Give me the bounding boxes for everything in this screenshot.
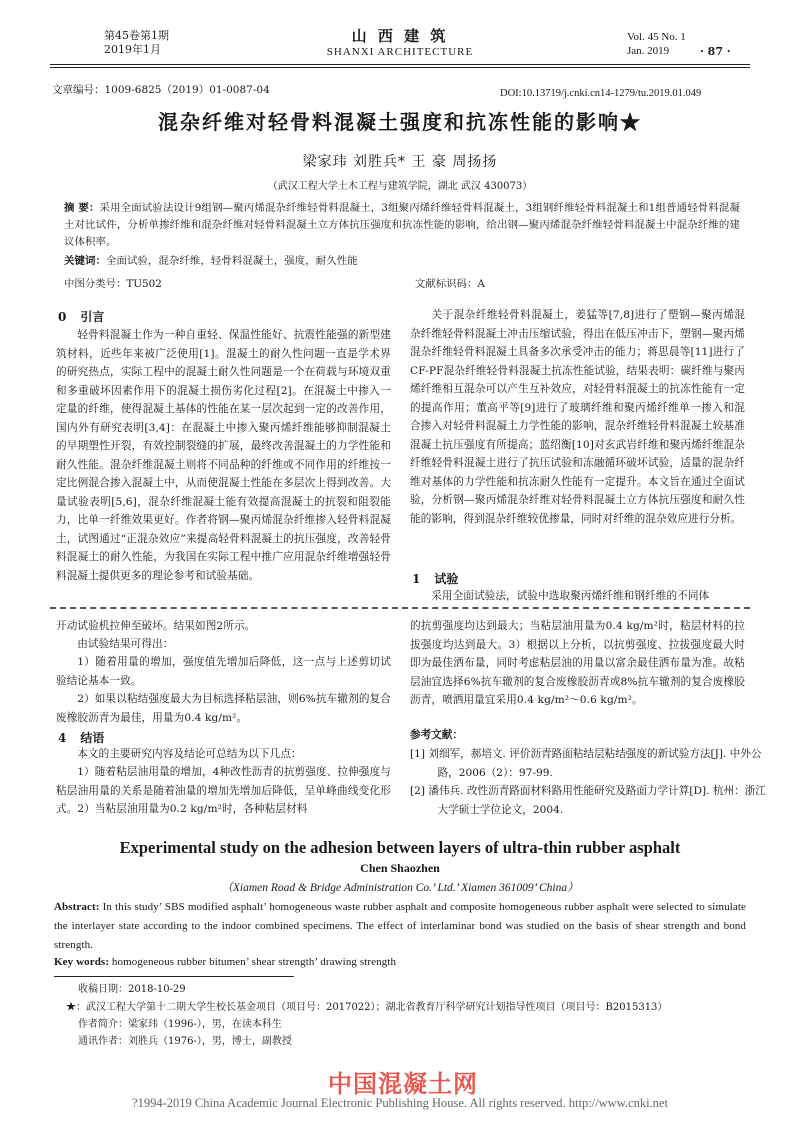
abstract-text: 采用全面试验法设计9组钢—聚丙烯混杂纤维轻骨料混凝土，3组聚丙烯纤维轻骨料混凝土，3组钢纤维轻骨料混凝土和1组普通轻骨料混凝土对比试件，分析单掺纤维和混杂纤维对轻骨料混凝土立方体抗压强度和抗冻性能的影响，给出钢—聚丙烯混杂纤维轻骨料混凝土中混杂纤维的建议体积率。 [64, 202, 740, 248]
watermark-logo: 中国混凝土网 [328, 1070, 478, 1098]
intro-paragraph-2-text: 关于混杂纤维轻骨料混凝土，姜猛等[7,8]进行了塑钢—聚丙烯混杂纤维轻骨料混凝土冲击压缩试验，得出在低压冲击下，塑钢—聚丙烯混杂纤维轻骨料混凝土具备多次承受冲击的能力；蒋思晨等[11]进行了CF-PF混杂纤维轻骨料混凝土抗冻性能试验，结果表明：碳纤维与聚丙烯纤维相互混杂可以产生互补效应，对轻骨料混凝土的抗冻性能有一定的提高作用；董高平等[9]进行了玻璃纤维和聚丙烯纤维单一掺入和混合掺入对轻骨料混凝土力学性能的影响，混杂纤维轻骨料混凝土较基准混凝土抗压强度有所提高；蓝绍衡[10]对玄武岩纤维和聚丙烯纤维混杂纤维轻骨料混凝土进行了抗压试验和冻融循环破坏试验，适量的混杂纤维对基体的力学性能和抗冻耐久性能有一定提升。本文旨在通过全面试验，分析钢—聚丙烯混杂纤维对轻骨料混凝土立方体抗压强度和耐久性能的影响，得到混杂纤维较优掺量，同时对纤维的混杂效应进行分析。 [410, 309, 745, 525]
english-abstract-label: Abstract: [54, 901, 100, 913]
footnote-rule [54, 976, 294, 977]
keywords [64, 253, 740, 270]
conclusion-points-text: 1）随着粘层油用量的增加，4种改性沥青的抗剪强度、拉伸强度与粘层油用量的关系是随着油量的增加先增加后降低，呈单峰曲线变化形式。2）当粘层油用量为0.2 kg/m²时，各种粘层材料 [56, 766, 391, 815]
english-affiliation: （Xiamen Road & Bridge Administration Co.’ Ltd.’ Xiamen 361009’ China） [221, 882, 579, 894]
lower-paragraph-d-text: 2）如果以粘结强度最大为目标选择粘层油，则6%抗车辙剂的复合废橡胶沥青为最佳，用量为0.4 kg/m²。 [56, 693, 391, 724]
section-4-number: 4 [58, 731, 67, 745]
volume-en-line2: Jan. 2019 [627, 45, 670, 57]
section-4-heading [58, 729, 104, 746]
english-title: Experimental study on the adhesion between layers of ultra-thin rubber asphalt [119, 838, 681, 857]
lower-paragraph-c-text: 1）随着用量的增加，强度值先增加后降低，这一点与上述剪切试验结论基本一致。 [56, 656, 391, 687]
section-0-title: 引言 [80, 310, 105, 324]
english-keywords-text: homogeneous rubber bitumen’ shear strength’ drawing strength [109, 956, 397, 968]
section-1-number: 1 [412, 572, 421, 586]
section-1-title: 试验 [434, 572, 459, 586]
journal-name-cn: 山 西 建 筑 [351, 27, 449, 45]
english-abstract [54, 898, 746, 955]
lower-paragraph-b [56, 635, 391, 654]
abstract [64, 200, 740, 251]
section-0-heading [58, 308, 104, 325]
lower-paragraph-c [56, 653, 391, 690]
section-1-paragraph [410, 587, 745, 606]
intro-paragraph-1 [56, 326, 391, 585]
header-rule-top [50, 64, 750, 65]
header-rule-bottom [50, 67, 750, 68]
document-code: 文献标识码：A [415, 278, 485, 290]
english-abstract-text: In this study’ SBS modified asphalt’ homogeneous waste rubber asphalt and composite homogeneous rubber asphalt were selected to simulate the interlayer state according to the indoor combined specimens. The effect of interlaminar bond was studied on the basis of shear strength and bond strength. [54, 901, 746, 951]
lower-paragraph-a: 开动试验机拉伸至破坏。结果如图2所示。 [56, 620, 256, 632]
references-heading: 参考文献： [410, 729, 463, 741]
reference-2: [2] 潘伟兵. 改性沥青路面材料路用性能研究及路面力学计算[D]. 杭州：浙江大学硕士学位论文，2004. [410, 785, 766, 816]
english-keywords [54, 953, 746, 972]
keywords-text: 全面试验，混杂纤维，轻骨料混凝土，强度，耐久性能 [105, 255, 358, 267]
journal-name-en: SHANXI ARCHITECTURE [326, 46, 474, 58]
english-author: Chen Shaozhen [360, 861, 440, 875]
section-0-number: 0 [58, 310, 67, 324]
fund-note: ★：武汉工程大学第十二期大学生校长基金项目（项目号：2017022）；湖北省教育厅科学研究计划指导性项目（项目号：B2015313） [66, 1002, 668, 1013]
english-keywords-label: Key words: [54, 956, 110, 968]
section-1-heading [412, 570, 458, 587]
article-number: 文章编号：1009-6825（2019）01-0087-04 [52, 84, 270, 96]
conclusion-points [56, 763, 391, 819]
intro-paragraph-1-text: 轻骨料混凝土作为一种自重轻、保温性能好、抗震性能强的新型建筑材料，近些年来被广泛使用[1]。混凝土的耐久性问题一直是学术界的研究热点，实际工程中的混凝土耐久性问题是一个在荷载与环境双重和多重破坏因素作用下的混凝土损伤劣化过程[2]。在混凝土中掺入一定量的纤维，使得混凝土基体的性能在某一层次起到一定的改善作用，国内外有研究表明[3,4]：在混凝土中掺入聚丙烯纤维能够抑制混凝土的早期塑性开裂，有效控制裂缝的扩展，最终改善混凝土的力学性能和耐久性能。混杂纤维混凝土则将不同品种的纤维或不同作用的纤维按一定比例混合掺入混凝土中，从而使混凝土性能在多层次上得到改善。大量试验表明[5,6]，混杂纤维混凝土能有效提高混凝土的抗裂和阻裂能力，比单一纤维效果更好。作者将钢—聚丙烯混杂纤维掺入轻骨料混凝土，试图通过“正混杂效应”来提高轻骨料混凝土的抗压强度，改善轻骨料混凝土的耐久性能，为我国在实际工程中推广应用混杂纤维增强轻骨料混凝土提供更多的理论参考和试验基础。 [56, 329, 391, 582]
section-1-paragraph-text: 采用全面试验法，试验中选取聚丙烯纤维和钢纤维的不同体 [431, 590, 710, 602]
copyright-line: ?1994-2019 China Academic Journal Electronic Publishing House. All rights reserved. http://www.cnki.net [132, 1096, 668, 1110]
paper-title: 混杂纤维对轻骨料混凝土强度和抗冻性能的影响★ [158, 110, 642, 134]
section-4-title: 结语 [80, 731, 105, 745]
conclusion-intro [56, 745, 391, 764]
lower-paragraph-b-text: 由试验结果可得出： [77, 638, 174, 650]
received-date: 收稿日期：2018-10-29 [78, 984, 186, 995]
conclusion-continued: 的抗剪强度均达到最大；当粘层油用量为0.4 kg/m²时，粘层材料的拉拔强度均达到最大。3）根据以上分析，以抗剪强度、拉拔强度最大时即为最佳洒布量，同时考虑粘层油的用量以富余最佳洒布量为准。故粘层油宜选择6%抗车辙剂的复合废橡胶沥青或8%抗车辙剂的复合废橡胶沥青，喷洒用量宜采用0.4 kg/m²～0.6 kg/m²。 [410, 620, 745, 706]
conclusion-intro-text: 本文的主要研究内容及结论可总结为以下几点： [77, 748, 302, 760]
page-splice-divider [50, 607, 750, 609]
author-bio: 作者简介：梁家玮（1996-），男，在读本科生 [78, 1019, 282, 1030]
lower-paragraph-d [56, 690, 391, 727]
abstract-label: 摘 要： [64, 202, 100, 214]
intro-paragraph-2 [410, 306, 745, 528]
reference-1: [1] 刘细军，郝培文. 评价沥青路面粘结层粘结强度的新试验方法[J]. 中外公路，2006（2）：97-99. [410, 748, 762, 779]
authors: 梁家玮 刘胜兵* 王 豪 周扬扬 [302, 154, 498, 170]
clc-number: 中图分类号：TU502 [64, 278, 162, 290]
corresponding-author: 通讯作者：刘胜兵（1976-），男，博士，副教授 [78, 1036, 292, 1047]
volume-cn-line2: 2019年1月 [104, 43, 161, 56]
affiliation: （武汉工程大学土木工程与建筑学院，湖北 武汉 430073） [267, 181, 533, 192]
page-number: · 87 · [700, 45, 731, 58]
volume-en-line1: Vol. 45 No. 1 [627, 31, 686, 43]
volume-cn-line1: 第45卷第1期 [104, 29, 169, 42]
doi: DOI:10.13719/j.cnki.cn14-1279/tu.2019.01.049 [500, 88, 702, 99]
keywords-label: 关键词： [64, 255, 106, 267]
